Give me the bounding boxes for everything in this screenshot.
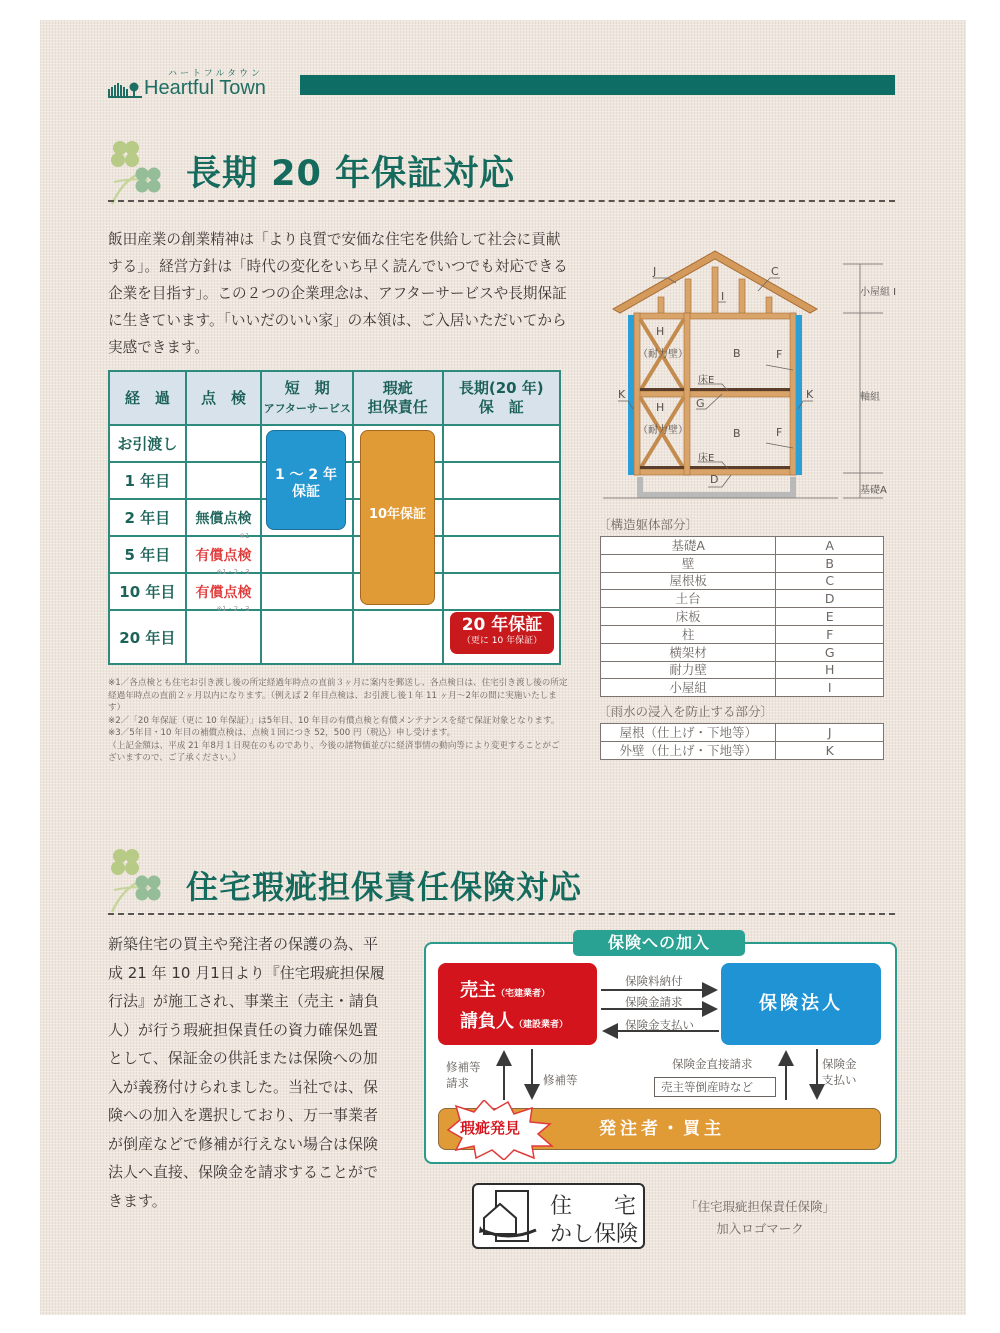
label-c: C <box>771 265 779 278</box>
heartful-town-logo <box>108 66 288 102</box>
label-h-lower: H <box>656 401 665 414</box>
label-j: J <box>653 265 657 278</box>
structural-parts-caption: 〔構造躯体部分〕 <box>598 517 699 532</box>
clover-icon <box>104 138 166 208</box>
label-h-upper: H <box>656 325 665 338</box>
free-inspection: 無償点検 ※1 <box>195 510 252 540</box>
table-row: 耐力壁 H <box>601 661 884 679</box>
table-row: 外壁（仕上げ・下地等） K <box>601 741 884 759</box>
period-cell: 10 年目 <box>109 573 186 610</box>
header-defect-liability: 瑕疵 担保責任 <box>353 371 443 425</box>
section1-divider <box>108 200 895 202</box>
label-b-upper: B <box>733 347 741 360</box>
short-term-warranty-bar: 1 ～ 2 年 保証 <box>266 430 346 530</box>
house-structure-diagram <box>598 245 918 510</box>
label-bearing-wall-upper: （耐力壁） <box>638 349 688 360</box>
table-row: 床板 E <box>601 608 884 626</box>
logo-caption: 「住宅瑕疵担保責任保険」 加入ロゴマーク <box>684 1199 835 1236</box>
header-long-term: 長期(20 年) 保 証 <box>443 371 560 425</box>
table-row: 土台 D <box>601 590 884 608</box>
insurance-flow-title: 保険への加入 <box>573 930 745 956</box>
period-cell: 5 年目 <box>109 536 186 573</box>
seller-contractor-box: 売主（宅建業者） 請負人（建設業者） <box>438 963 597 1045</box>
section2-body: 新築住宅の買主や発注者の保護の為、平成 21 年 10 月1日より『住宅瑕疵担保履行法』が施工され、事業主（売主・請負人）が行う瑕疵担保責任の資力確保処置として、保証金の供託または保険への加入が義務付けられました。当社では、保険への加入を選択しており、万一事業者が倒産などで修補が行えない場合は保険法人へ直接、保険金を請求することができます。 <box>108 935 385 1210</box>
bankruptcy-note: 売主等倒産時など <box>654 1077 776 1097</box>
label-floor-e-lower: 床E <box>698 453 715 464</box>
table-row: 壁 B <box>601 554 884 572</box>
table-row: 柱 F <box>601 625 884 643</box>
payout-label: 保険金 支払い <box>822 1057 857 1087</box>
kashi-insurance-logo <box>472 1183 645 1249</box>
table-row: 屋根板 C <box>601 572 884 590</box>
arrow-claim: 保険金請求 <box>625 995 683 1009</box>
period-cell: 2 年目 <box>109 499 186 536</box>
repair-label: 修補等 <box>543 1073 578 1087</box>
arrow-premium-payment: 保険料納付 <box>625 974 683 988</box>
label-k-right: K <box>806 388 814 401</box>
scale-foundation: 基礎A <box>860 485 887 496</box>
table-row: 横架材 G <box>601 643 884 661</box>
header-inspection: 点 検 <box>186 371 262 425</box>
section1-intro: 飯田産業の創業精神は「より良質で安価な住宅を供給して社会に貢献する」。経営方針は「時代の変化をいち早く読んでいつでも対応できる企業を目指す」。この２つの企業理念は、アフターサービスや長期保証に生きています。「いいだのいい家」の本領は、ご入居いただいてから実感できます。 <box>108 231 568 356</box>
section2-title: 住宅瑕疵担保責任保険対応 <box>186 868 583 906</box>
header-accent-bar <box>300 75 895 95</box>
period-cell: お引渡し <box>109 425 186 462</box>
header-period: 経 過 <box>109 371 186 425</box>
house-logo-icon <box>478 1186 548 1248</box>
label-bearing-wall-lower: （耐力壁） <box>638 425 688 436</box>
section2-divider <box>108 913 895 915</box>
table-row <box>109 536 560 573</box>
logo-char-1: 住 <box>550 1194 573 1219</box>
footnote-3: ※3／5年目・10 年目の補償点検は、点検１回につき 52，500 円（税込）申し受けます。 <box>108 728 456 738</box>
rain-parts-table <box>600 723 884 760</box>
rain-parts-caption: 〔雨水の浸入を防止する部分〕 <box>598 704 774 719</box>
repair-request-label: 修補等 請求 <box>446 1060 481 1090</box>
footnote-4: （上記金額は、平成 21 年8月１日現在のものであり、今後の諸物価並びに経済事情の動向等により変更することがございますので、ご了承ください。） <box>108 740 560 763</box>
paid-inspection: 有償点検 ※1・2・3 <box>195 584 252 613</box>
label-g: G <box>696 397 705 410</box>
table-row: 屋根（仕上げ・下地等） J <box>601 724 884 742</box>
footnote-2: ※2／「20 年保証（更に 10 年保証）」は5年目、10 年目の有償点検と有償メンテナンスを経て保証対象となります。 <box>108 715 560 726</box>
clover-icon <box>104 846 166 916</box>
insurance-corporation-box: 保険法人 <box>721 963 881 1045</box>
label-floor-e-upper: 床E <box>698 375 715 386</box>
scale-framework: 軸組 <box>860 392 880 403</box>
table-row <box>109 573 560 610</box>
period-cell: 1 年目 <box>109 462 186 499</box>
defect-liability-bar: 10年保証 <box>360 430 435 605</box>
label-f-upper: F <box>776 348 783 361</box>
logo-char-2: 宅 <box>614 1194 637 1219</box>
arrow-payout: 保険金支払い <box>625 1018 694 1032</box>
footnote-1: ※1／各点検とも住宅お引き渡し後の所定経過年時点の直前３ヶ月に案内を郵送し、各点検日は、住宅引き渡し後の所定経過年時点の直前２ヶ月以内になります。（例えば 2 年目点検は、お引渡し後１年 11 ヶ月～2年の間に実施いたします） <box>108 678 568 713</box>
defect-found-label: 瑕疵発見 <box>460 1119 521 1137</box>
paid-inspection: 有償点検 ※1・2・3 <box>195 547 252 576</box>
table-row: 基礎A A <box>601 537 884 555</box>
scale-attic: 小屋組 I <box>860 287 897 298</box>
houses-logo-icon <box>108 80 142 98</box>
direct-claim-label: 保険金直接請求 <box>672 1057 753 1071</box>
period-cell: 20 年目 <box>109 610 186 664</box>
structural-parts-table <box>600 536 884 697</box>
label-d: D <box>710 473 719 486</box>
table-header-row <box>109 371 560 425</box>
orderer-buyer-box: 発注者・買主 <box>438 1108 881 1150</box>
label-i: I <box>721 290 725 303</box>
table-row: 小屋組 I <box>601 679 884 697</box>
label-k-left: K <box>618 388 626 401</box>
logo-kana: ハートフルタウン <box>168 69 264 79</box>
section1-title: 長期 20 年保証対応 <box>186 154 516 194</box>
logo-name: Heartful Town <box>144 77 266 99</box>
logo-text: かし保険 <box>550 1222 639 1247</box>
defect-found-burst <box>442 1100 562 1160</box>
long-term-warranty-badge: 20 年保証 （更に 10 年保証） <box>450 612 554 654</box>
header-short-term: 短 期 アフターサービス <box>261 371 353 425</box>
label-f-lower: F <box>776 426 783 439</box>
label-b-lower: B <box>733 427 741 440</box>
footnotes <box>108 677 568 765</box>
